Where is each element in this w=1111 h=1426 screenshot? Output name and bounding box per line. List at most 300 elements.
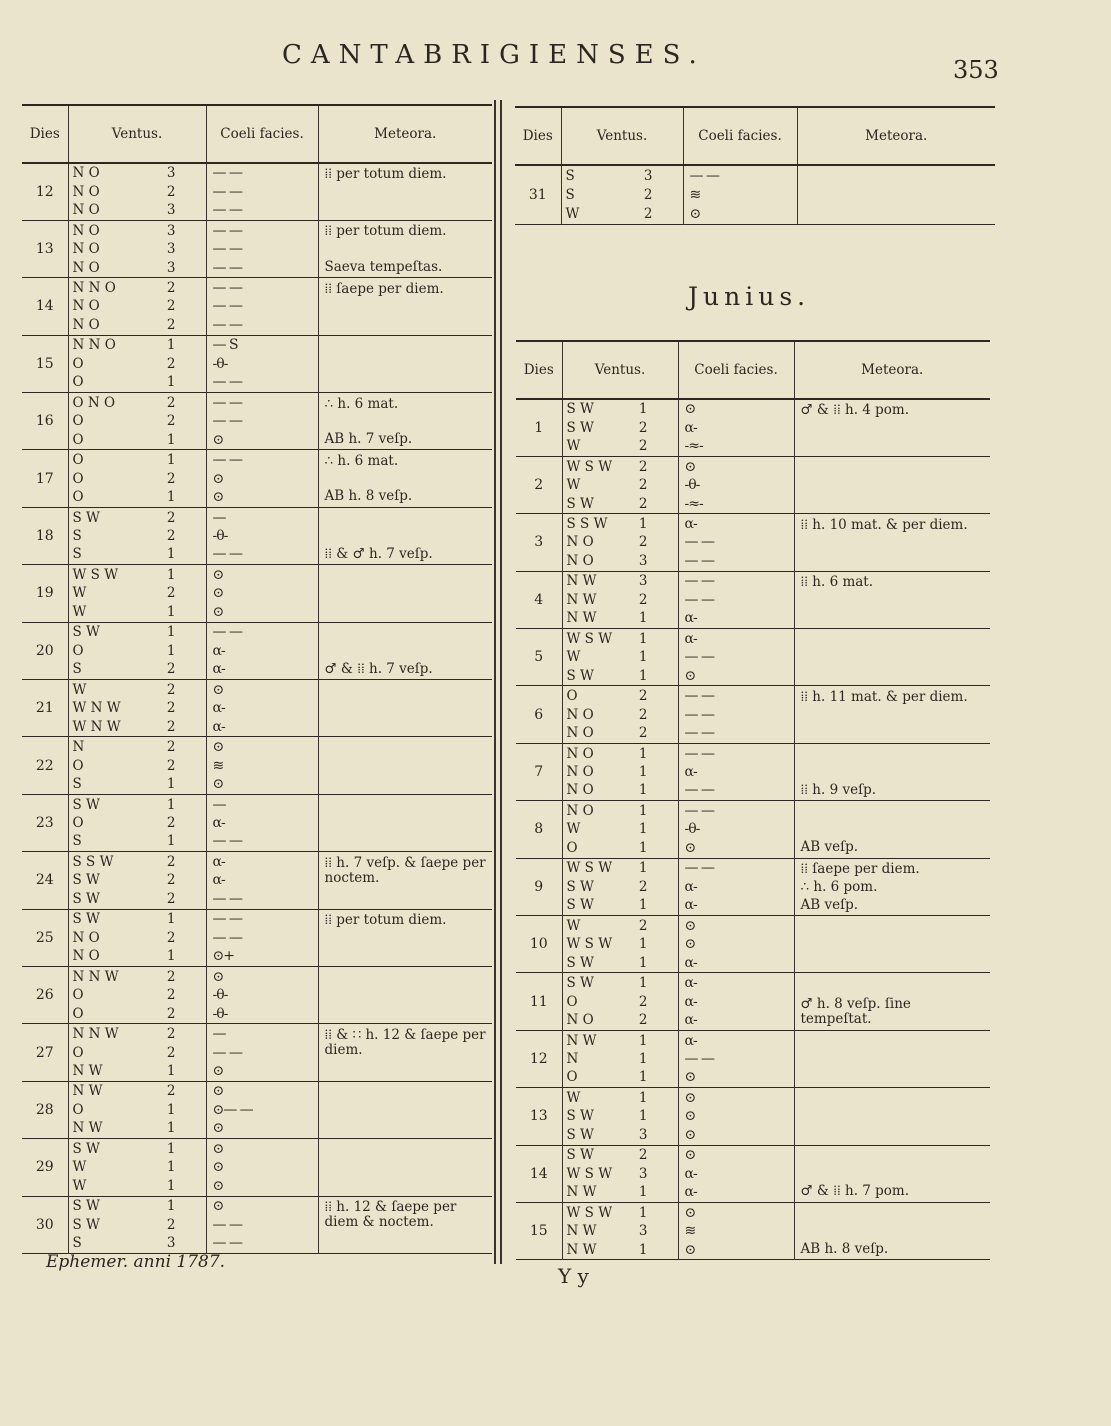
wind-direction: W S W <box>566 630 613 647</box>
wind-force: 1 <box>166 624 176 641</box>
meteora-cell <box>318 507 492 564</box>
wind-reading <box>69 240 206 258</box>
wind-reading <box>69 1197 206 1215</box>
sky-symbol: — — <box>689 167 719 184</box>
wind-force: 2 <box>166 394 176 411</box>
table-row <box>22 909 492 966</box>
sky-symbol: ⊙ <box>684 1089 696 1106</box>
wind-reading <box>69 336 206 354</box>
wind-direction: W S W <box>566 936 613 953</box>
sky-symbol: — — <box>212 546 242 563</box>
wind-cell <box>561 165 683 224</box>
meteora-note: ⁞⁞ h. 6 mat. <box>800 574 874 591</box>
wind-direction: N O <box>72 202 100 219</box>
wind-force: 1 <box>166 489 176 506</box>
wind-direction: W <box>566 1089 581 1106</box>
sky-cell <box>678 1202 794 1259</box>
wind-direction: N O <box>566 802 594 819</box>
coeli-facies-header: Coeli facies. <box>683 107 797 165</box>
table-row <box>22 565 492 622</box>
wind-direction: S W <box>566 401 594 418</box>
meteora-cell <box>318 450 492 507</box>
table-row <box>516 571 990 628</box>
wind-force: 2 <box>166 853 176 870</box>
table-row <box>22 966 492 1023</box>
meteora-cell <box>794 1202 990 1259</box>
wind-force: 2 <box>638 917 648 934</box>
wind-force: 2 <box>166 183 176 200</box>
sky-symbol: — — <box>212 316 242 333</box>
day-number: 10 <box>529 936 548 953</box>
wind-direction: N N W <box>72 968 119 985</box>
wind-direction: O <box>566 839 578 856</box>
meteora-cell <box>794 801 990 858</box>
sky-symbol: α- <box>684 630 697 647</box>
table-row <box>22 507 492 564</box>
sky-symbol: -θ- <box>684 477 700 494</box>
wind-reading <box>69 451 206 469</box>
sky-symbol: — <box>212 796 226 813</box>
wind-direction: W <box>72 603 87 620</box>
ventus-header: Ventus. <box>68 105 206 163</box>
wind-cell <box>562 743 678 800</box>
day-number: 24 <box>35 872 54 889</box>
meteora-header: Meteora. <box>797 107 995 165</box>
sky-symbol: ⊙ <box>212 1083 224 1100</box>
wind-force: 2 <box>166 987 176 1004</box>
page-header-title: CANTABRIGIENSES. <box>282 40 706 70</box>
wind-reading <box>69 738 206 756</box>
wind-direction: N <box>72 739 85 756</box>
meteora-cell <box>794 571 990 628</box>
wind-direction: O <box>72 489 84 506</box>
wind-reading <box>563 609 678 627</box>
sky-symbol: ⊙ <box>212 1177 224 1194</box>
wind-reading <box>69 1177 206 1195</box>
ventus-header: Ventus. <box>562 341 678 399</box>
wind-reading <box>563 648 678 666</box>
sky-symbol: ⊙ <box>212 566 224 583</box>
sky-cell <box>678 1145 794 1202</box>
wind-cell <box>68 1024 206 1081</box>
wind-direction: S W <box>72 796 100 813</box>
wind-cell <box>562 973 678 1030</box>
sky-symbol: α- <box>684 1184 697 1201</box>
wind-direction: N O <box>72 298 100 315</box>
sky-symbol: -≈- <box>684 438 703 455</box>
wind-direction: W N W <box>72 700 121 717</box>
wind-reading <box>69 910 206 928</box>
meteora-note: ⁞⁞ h. 9 veſp. <box>800 781 876 798</box>
wind-force: 2 <box>166 509 176 526</box>
wind-force: 3 <box>166 165 176 182</box>
sky-cell <box>206 1081 318 1138</box>
meteora-note: ♂ & ⁞⁞ h. 7 veſp. <box>324 660 433 677</box>
wind-direction: W <box>566 917 581 934</box>
table-row <box>516 743 990 800</box>
wind-direction: N O <box>72 929 100 946</box>
sky-symbol: — — <box>684 745 714 762</box>
wind-reading <box>563 419 678 437</box>
wind-reading <box>69 660 206 678</box>
sky-symbol: — — <box>684 706 714 723</box>
table-row <box>516 456 990 513</box>
wind-force: 2 <box>638 993 648 1010</box>
sky-cell <box>206 507 318 564</box>
wind-cell <box>562 1202 678 1259</box>
wind-reading <box>563 724 678 742</box>
wind-force: 2 <box>166 890 176 907</box>
wind-direction: W S W <box>566 860 613 877</box>
wind-force: 1 <box>166 776 176 793</box>
sky-symbol: α- <box>684 975 697 992</box>
sky-symbol: — — <box>212 833 242 850</box>
table-row <box>516 399 990 456</box>
wind-reading <box>69 488 206 506</box>
wind-force: 2 <box>643 186 653 203</box>
wind-force: 2 <box>166 528 176 545</box>
sky-symbol: ⊙ <box>212 1159 224 1176</box>
meteora-cell <box>318 565 492 622</box>
meteora-note: Saeva tempeſtas. <box>324 258 443 275</box>
wind-reading <box>69 1119 206 1137</box>
sky-symbol: — — <box>684 591 714 608</box>
sky-symbol: — — <box>684 1050 714 1067</box>
wind-force: 1 <box>638 667 648 684</box>
wind-force: 2 <box>166 757 176 774</box>
wind-cell <box>562 571 678 628</box>
wind-force: 1 <box>638 401 648 418</box>
wind-direction: N O <box>566 725 594 742</box>
wind-reading <box>69 1043 206 1061</box>
sky-symbol: -θ- <box>684 821 700 838</box>
sky-symbol: ⊙ <box>212 489 224 506</box>
weather-table-junius <box>516 340 990 1260</box>
sky-symbol: — <box>212 1026 226 1043</box>
sky-symbol: ⊙ <box>212 1120 224 1137</box>
wind-cell <box>68 1081 206 1138</box>
wind-force: 1 <box>166 452 176 469</box>
table-row <box>22 393 492 450</box>
wind-force: 2 <box>166 470 176 487</box>
sky-cell <box>206 966 318 1023</box>
column-divider <box>494 100 496 1264</box>
meteora-cell <box>318 1196 492 1253</box>
wind-cell <box>68 163 206 220</box>
wind-force: 2 <box>166 316 176 333</box>
meteora-cell <box>318 622 492 679</box>
day-number: 4 <box>534 591 544 608</box>
wind-force: 1 <box>166 337 176 354</box>
wind-reading <box>69 853 206 871</box>
wind-force: 1 <box>166 833 176 850</box>
wind-direction: W <box>566 649 581 666</box>
wind-reading <box>69 756 206 774</box>
meteora-note: ⁞⁞ & ∷ h. 12 & ſaepe per diem. <box>324 1026 486 1058</box>
wind-reading <box>69 201 206 219</box>
coeli-facies-header: Coeli facies. <box>678 341 794 399</box>
wind-cell <box>562 1030 678 1087</box>
meteora-note: AB h. 7 veſp. <box>324 430 413 447</box>
sky-cell <box>678 629 794 686</box>
wind-force: 2 <box>166 739 176 756</box>
meteora-cell <box>318 1024 492 1081</box>
wind-force: 3 <box>638 1126 648 1143</box>
wind-direction: S <box>72 833 82 850</box>
wind-cell <box>68 966 206 1023</box>
sky-symbol: — — <box>212 259 242 276</box>
wind-force: 1 <box>166 546 176 563</box>
day-number: 20 <box>35 642 54 659</box>
wind-reading <box>69 316 206 334</box>
wind-direction: W S W <box>72 566 119 583</box>
wind-reading <box>69 717 206 735</box>
wind-reading <box>563 917 678 935</box>
wind-force: 3 <box>638 573 648 590</box>
day-number: 5 <box>534 649 544 666</box>
wind-force: 1 <box>638 1204 648 1221</box>
day-number: 31 <box>528 186 547 203</box>
wind-direction: S <box>72 776 82 793</box>
meteora-note: ♂ & ⁞⁞ h. 7 pom. <box>800 1183 910 1200</box>
wind-reading <box>562 204 683 223</box>
wind-reading <box>563 476 678 494</box>
wind-reading <box>69 1215 206 1233</box>
wind-direction: O N O <box>72 394 116 411</box>
wind-direction: N W <box>566 1032 597 1049</box>
sky-symbol: α- <box>684 1165 697 1182</box>
wind-reading <box>563 1107 678 1125</box>
meteora-cell <box>794 916 990 973</box>
wind-direction: N W <box>566 1184 597 1201</box>
wind-direction: O <box>72 987 84 1004</box>
sky-symbol: α- <box>684 1012 697 1029</box>
meteora-note: AB veſp. <box>800 896 859 913</box>
sky-symbol: ⊙ <box>212 603 224 620</box>
wind-force: 1 <box>166 431 176 448</box>
sky-symbol: ⊙ <box>684 839 696 856</box>
wind-force: 2 <box>643 205 653 222</box>
meteora-note: AB h. 8 veſp. <box>800 1240 889 1257</box>
wind-cell <box>562 801 678 858</box>
sky-symbol: -≈- <box>684 495 703 512</box>
sky-symbol: — — <box>684 688 714 705</box>
wind-direction: S <box>565 186 575 203</box>
day-number: 23 <box>35 814 54 831</box>
wind-force: 3 <box>166 1235 176 1252</box>
wind-reading <box>69 1101 206 1119</box>
meteora-note: ⁞⁞ h. 7 veſp. & ſaepe per noctem. <box>324 854 486 886</box>
table-row <box>22 278 492 335</box>
wind-cell <box>562 686 678 743</box>
wind-reading <box>563 1068 678 1086</box>
wind-force: 1 <box>638 745 648 762</box>
sky-symbol: α- <box>684 878 697 895</box>
sky-symbol: ⊙ <box>684 458 696 475</box>
wind-force: 2 <box>166 1005 176 1022</box>
wind-direction: N N O <box>72 280 116 296</box>
sky-symbol: ⊙ <box>684 1241 696 1258</box>
wind-direction: W S W <box>566 1165 613 1182</box>
wind-reading <box>69 469 206 487</box>
wind-reading <box>563 1203 678 1221</box>
meteora-note: ♂ h. 8 veſp. ſine tempeſtat. <box>800 996 911 1028</box>
wind-reading <box>563 935 678 953</box>
wind-force: 2 <box>166 661 176 678</box>
sky-symbol: ⊙ <box>684 917 696 934</box>
sky-symbol: — — <box>212 165 242 182</box>
wind-force: 3 <box>166 222 176 239</box>
meteora-cell <box>318 852 492 909</box>
day-number: 15 <box>35 355 54 372</box>
wind-force: 1 <box>638 821 648 838</box>
wind-reading <box>69 1140 206 1158</box>
wind-reading <box>69 1025 206 1043</box>
wind-reading <box>563 533 678 551</box>
wind-reading <box>69 642 206 660</box>
wind-cell <box>68 335 206 392</box>
sky-symbol: — — <box>212 394 242 411</box>
sky-cell <box>206 1139 318 1196</box>
wind-force: 2 <box>166 355 176 372</box>
wind-reading <box>69 355 206 373</box>
wind-direction: N O <box>72 948 100 965</box>
meteora-cell <box>318 278 492 335</box>
wind-direction: O <box>72 1101 84 1118</box>
sky-symbol: — — <box>212 222 242 239</box>
wind-reading <box>563 896 678 914</box>
wind-reading <box>563 1126 678 1144</box>
sky-cell <box>206 852 318 909</box>
sky-cell <box>678 514 794 571</box>
wind-direction: N O <box>566 745 594 762</box>
wind-direction: O <box>566 688 578 705</box>
sky-symbol: α- <box>684 993 697 1010</box>
wind-force: 2 <box>638 1147 648 1164</box>
sky-cell <box>206 1024 318 1081</box>
meteora-header: Meteora. <box>794 341 990 399</box>
wind-cell <box>68 565 206 622</box>
wind-reading <box>69 890 206 908</box>
wind-reading <box>563 515 678 533</box>
wind-reading <box>563 974 678 992</box>
wind-direction: N O <box>566 782 594 799</box>
dies-header: Dies <box>522 128 553 144</box>
wind-reading <box>563 666 678 684</box>
sky-symbol: — — <box>684 802 714 819</box>
wind-direction: N N W <box>72 1026 119 1043</box>
sky-symbol: — — <box>684 534 714 551</box>
wind-direction: S W <box>566 495 594 512</box>
wind-force: 1 <box>638 764 648 781</box>
sky-symbol: ⊙ <box>684 401 696 418</box>
table-row <box>22 680 492 737</box>
footer-note: Ephemer. anni 1787. <box>46 1252 226 1272</box>
wind-force: 2 <box>166 413 176 430</box>
sky-symbol: α- <box>212 661 225 678</box>
sky-symbol: α- <box>212 642 225 659</box>
meteora-note: ⁞⁞ per totum diem. <box>324 166 447 183</box>
meteora-cell <box>794 858 990 915</box>
wind-force: 1 <box>166 1120 176 1137</box>
wind-direction: S S W <box>72 853 114 870</box>
meteora-cell <box>794 1030 990 1087</box>
meteora-cell <box>794 399 990 456</box>
wind-direction: N O <box>72 183 100 200</box>
wind-reading <box>563 781 678 799</box>
day-number: 17 <box>35 470 54 487</box>
wind-force: 1 <box>638 1108 648 1125</box>
sky-symbol: — — <box>212 298 242 315</box>
wind-cell <box>68 1196 206 1253</box>
wind-reading <box>563 457 678 475</box>
wind-reading <box>563 552 678 570</box>
sky-symbol: — — <box>212 1216 242 1233</box>
wind-reading <box>563 1240 678 1258</box>
sky-symbol: ⊙ <box>212 585 224 602</box>
wind-direction: S <box>72 1235 82 1252</box>
wind-direction: N O <box>566 534 594 551</box>
wind-reading <box>69 430 206 448</box>
table-row <box>22 737 492 794</box>
sky-symbol: — — <box>684 573 714 590</box>
wind-reading <box>563 630 678 648</box>
sky-symbol: ⊙+ <box>212 948 234 965</box>
wind-direction: O <box>72 413 84 430</box>
sky-cell <box>206 909 318 966</box>
sky-cell <box>206 794 318 851</box>
sky-symbol: α- <box>684 1032 697 1049</box>
wind-force: 1 <box>638 897 648 914</box>
sky-symbol: ⊙ <box>212 1198 224 1215</box>
wind-reading <box>69 545 206 563</box>
wind-direction: S W <box>566 1126 594 1143</box>
wind-direction: W <box>566 821 581 838</box>
wind-force: 1 <box>166 1159 176 1176</box>
wind-direction: N W <box>566 610 597 627</box>
meteora-note: ⁞⁞ ſaepe per diem. <box>324 280 444 297</box>
day-number: 14 <box>35 298 54 315</box>
wind-direction: N O <box>72 165 100 182</box>
meteora-cell <box>318 737 492 794</box>
wind-direction: O <box>566 993 578 1010</box>
wind-direction: O <box>72 814 84 831</box>
sky-symbol: — — <box>212 413 242 430</box>
wind-reading <box>69 394 206 412</box>
sky-symbol: ⊙ <box>684 667 696 684</box>
wind-reading <box>69 1158 206 1176</box>
wind-reading <box>563 1089 678 1107</box>
sky-cell <box>206 278 318 335</box>
day-number: 27 <box>35 1044 54 1061</box>
sky-symbol: — — <box>684 552 714 569</box>
wind-reading <box>563 1011 678 1029</box>
weather-table-may <box>22 104 492 1254</box>
sky-cell <box>678 686 794 743</box>
table-row <box>516 1030 990 1087</box>
wind-cell <box>562 1145 678 1202</box>
wind-reading <box>69 871 206 889</box>
sky-symbol: ⊙ <box>212 681 224 698</box>
wind-direction: N W <box>72 1083 103 1100</box>
wind-reading <box>563 687 678 705</box>
wind-cell <box>562 1088 678 1145</box>
wind-force: 2 <box>638 534 648 551</box>
day-number: 15 <box>529 1223 548 1240</box>
wind-reading <box>563 859 678 877</box>
wind-reading <box>563 763 678 781</box>
sky-symbol: — — <box>212 929 242 946</box>
